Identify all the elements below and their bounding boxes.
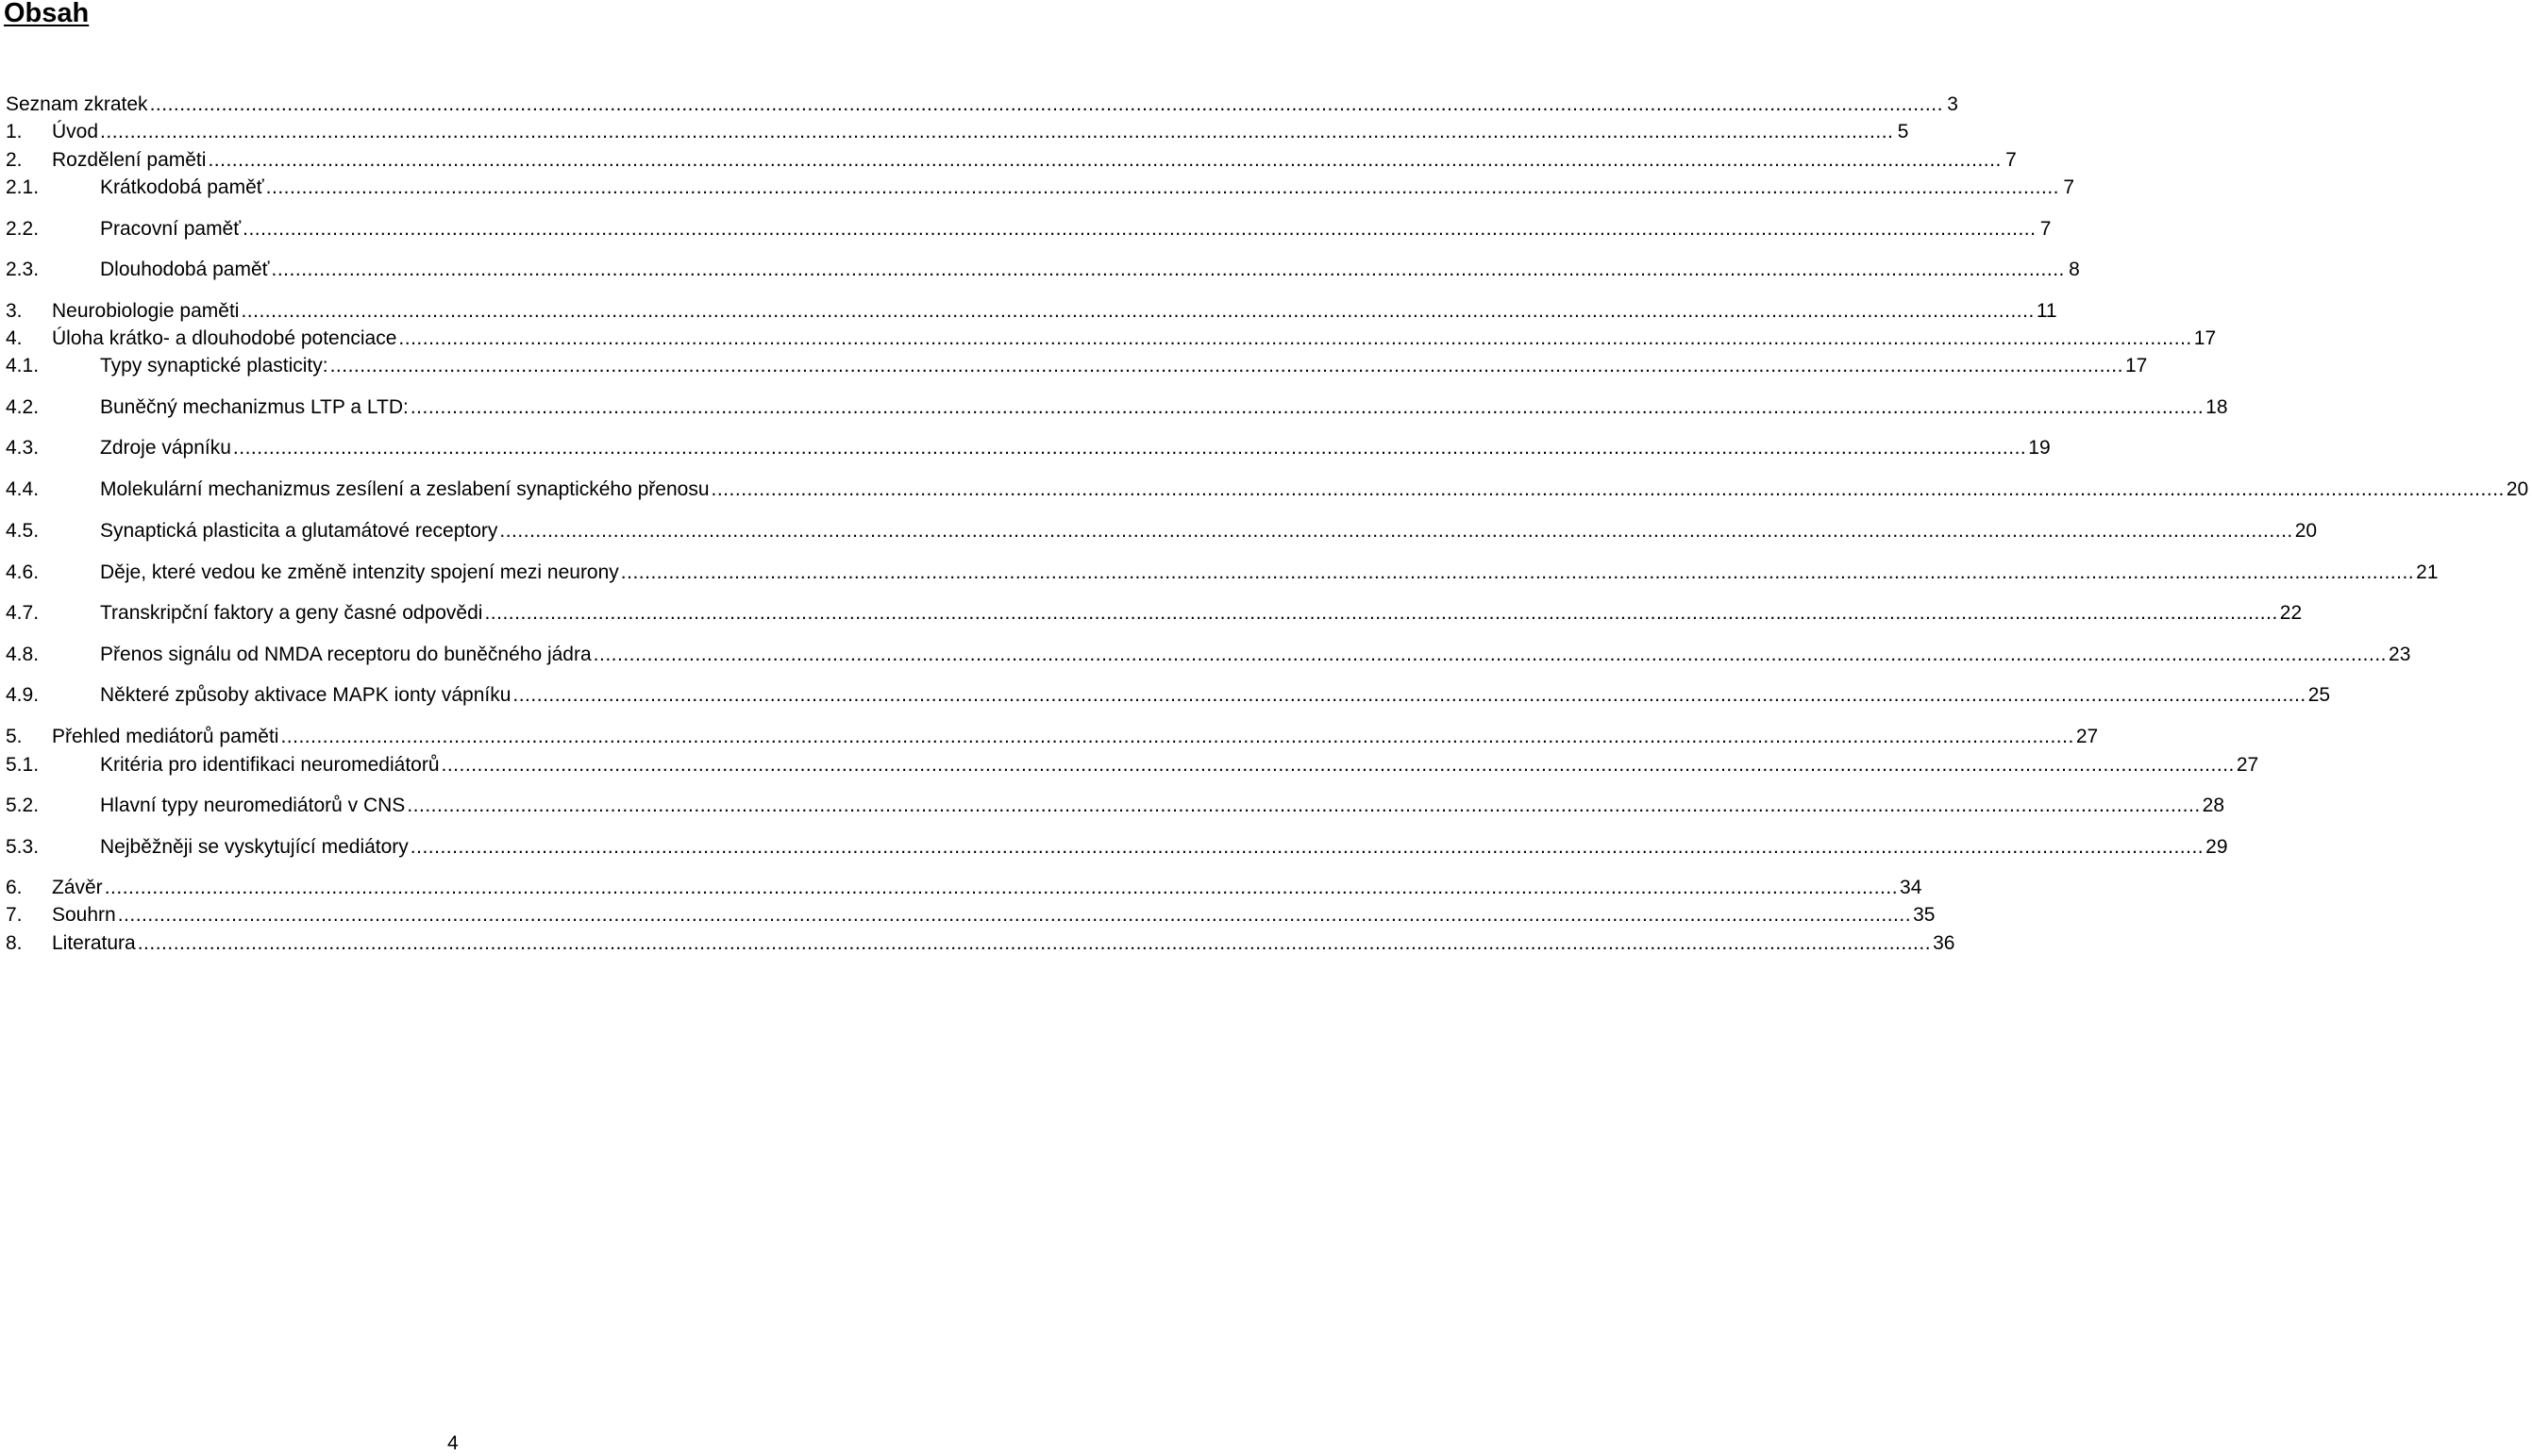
toc-entry-number: 2.3. [6, 259, 40, 280]
page-number: 4 [447, 1432, 459, 1454]
toc-entry-title: Krátkodobá paměť [100, 176, 264, 198]
toc-entry-title: Nejběžněji se vyskytující mediátory [100, 836, 409, 858]
toc-entry-title: Literatura [52, 932, 136, 954]
toc-entry-number: 4.7. [6, 602, 40, 624]
toc-entry-page: 35 [1913, 904, 1936, 926]
toc-entry[interactable] [6, 875, 1922, 901]
toc-entry-number: 4.6. [6, 561, 40, 583]
toc-entry-title: Úvod [52, 121, 99, 142]
toc-entry-page: 27 [2236, 754, 2259, 776]
dot-leader: ............................................................................................................................................................................................................................................................................................................ [711, 478, 2505, 500]
toc-entry-page: 23 [2389, 644, 2411, 665]
toc-entry[interactable] [6, 930, 1955, 957]
toc-entry-page: 17 [2124, 355, 2148, 377]
toc-entry[interactable] [6, 147, 2017, 174]
toc-entry-title: Neurobiologie paměti [52, 300, 240, 322]
toc-entry-title: Dlouhodobá paměť [100, 259, 270, 280]
dot-leader: ............................................................................................................................................................................................................................................................................................................ [137, 932, 1932, 954]
toc-entry-number: 5.1. [6, 754, 40, 776]
toc-entry[interactable] [6, 435, 2051, 461]
toc-entry-title: Přenos signálu od NMDA receptoru do buněčného jádra [100, 644, 592, 665]
dot-leader: ............................................................................................................................................................................................................................................................................................................ [499, 520, 2293, 542]
dot-leader: ............................................................................................................................................................................................................................................................................................................ [243, 218, 2037, 240]
toc-entry[interactable] [6, 298, 2057, 325]
toc-entry-page: 29 [2205, 836, 2228, 858]
toc-entry-number: 2.1. [6, 176, 40, 198]
toc-entry[interactable] [6, 326, 2217, 352]
toc-entry-title: Rozdělení paměti [52, 149, 207, 171]
toc-entry-number: 4.2. [6, 396, 40, 418]
toc-entry[interactable] [6, 834, 2228, 861]
toc-entry-number: 3. [6, 300, 23, 322]
toc-entry-title: Seznam zkratek [6, 93, 148, 115]
toc-entry-number: 5.3. [6, 836, 40, 858]
dot-leader: ............................................................................................................................................................................................................................................................................................................ [104, 877, 1899, 898]
dot-leader: ............................................................................................................................................................................................................................................................................................................ [208, 149, 2002, 171]
toc-entry-title: Souhrn [52, 904, 116, 926]
toc-entry-page: 21 [2416, 561, 2439, 583]
dot-leader: ............................................................................................................................................................................................................................................................................................................ [271, 259, 2065, 280]
toc-entry-page: 7 [2063, 176, 2074, 198]
toc-entry[interactable] [6, 724, 2099, 750]
toc-entry[interactable] [6, 682, 2331, 709]
toc-entry-title: Úloha krátko- a dlouhodobé potenciace [52, 327, 397, 349]
toc-entry[interactable] [6, 394, 2228, 421]
dot-leader: ............................................................................................................................................................................................................................................................................................................ [280, 726, 2074, 747]
toc-entry-number: 2.2. [6, 218, 40, 240]
toc-entry[interactable] [6, 257, 2080, 283]
toc-entry-page: 5 [1897, 121, 1909, 142]
toc-entry-number: 5. [6, 726, 23, 747]
dot-leader: ............................................................................................................................................................................................................................................................................................................ [149, 93, 1943, 115]
toc-entry-number: 4.4. [6, 478, 40, 500]
toc-entry-page: 8 [2069, 259, 2080, 280]
dot-leader: ............................................................................................................................................................................................................................................................................................................ [329, 355, 2123, 377]
page-title: Obsah [4, 0, 90, 28]
toc-entry[interactable] [6, 793, 2225, 819]
toc-entry-title: Děje, které vedou ke změně intenzity spojení mezi neurony [100, 561, 619, 583]
toc-entry-number: 2. [6, 149, 23, 171]
dot-leader: ............................................................................................................................................................................................................................................................................................................ [100, 121, 1894, 142]
dot-leader: ............................................................................................................................................................................................................................................................................................................ [484, 602, 2278, 624]
toc-entry[interactable] [6, 518, 2318, 544]
dot-leader: ............................................................................................................................................................................................................................................................................................................ [410, 396, 2205, 418]
toc-entry-number: 4.8. [6, 644, 40, 665]
dot-leader: ............................................................................................................................................................................................................................................................................................................ [265, 176, 2059, 198]
toc-entry[interactable] [6, 175, 2074, 201]
dot-leader: ............................................................................................................................................................................................................................................................................................................ [620, 561, 2415, 583]
toc-entry-number: 8. [6, 932, 23, 954]
toc-entry-title: Závěr [52, 877, 103, 898]
dot-leader: ............................................................................................................................................................................................................................................................................................................ [512, 684, 2306, 706]
toc-entry-page: 20 [2294, 520, 2318, 542]
toc-entry-title: Typy synaptické plasticity: [100, 355, 328, 377]
toc-entry-page: 25 [2307, 684, 2331, 706]
dot-leader: ............................................................................................................................................................................................................................................................................................................ [241, 300, 2035, 322]
toc-entry-page: 3 [1947, 93, 1958, 115]
toc-entry[interactable] [6, 560, 2439, 586]
dot-leader: ............................................................................................................................................................................................................................................................................................................ [407, 795, 2201, 816]
toc-entry[interactable] [6, 600, 2303, 627]
toc-entry-title: Přehled mediátorů paměti [52, 726, 279, 747]
toc-entry[interactable] [6, 119, 1909, 145]
toc-entry-title: Kritéria pro identifikaci neuromediátorů [100, 754, 440, 776]
dot-leader: ............................................................................................................................................................................................................................................................................................................ [441, 754, 2235, 776]
dot-leader: ............................................................................................................................................................................................................................................................................................................ [232, 437, 2027, 459]
toc-entry-page: 22 [2279, 602, 2303, 624]
toc-entry-title: Transkripční faktory a geny časné odpovědi [100, 602, 483, 624]
toc-entry-number: 4.1. [6, 355, 40, 377]
dot-leader: ............................................................................................................................................................................................................................................................................................................ [410, 836, 2205, 858]
toc-entry[interactable] [6, 642, 2411, 668]
toc-entry[interactable] [6, 902, 1936, 929]
toc-entry-title: Synaptická plasticita a glutamátové receptory [100, 520, 498, 542]
toc-entry-number: 6. [6, 877, 23, 898]
toc-entry-page: 7 [2039, 218, 2052, 240]
toc-entry-title: Pracovní paměť [100, 218, 242, 240]
toc-entry[interactable] [6, 353, 2148, 379]
dot-leader: ............................................................................................................................................................................................................................................................................................................ [117, 904, 1912, 926]
toc-entry-title: Některé způsoby aktivace MAPK ionty vápníku [100, 684, 511, 706]
toc-entry-number: 5.2. [6, 795, 40, 816]
dot-leader: ............................................................................................................................................................................................................................................................................................................ [593, 644, 2388, 665]
toc-entry[interactable] [6, 752, 2259, 778]
toc-entry-page: 7 [2005, 149, 2017, 171]
toc-entry-page: 36 [1933, 932, 1955, 954]
toc-entry-number: 4. [6, 327, 23, 349]
toc-entry[interactable] [6, 477, 2529, 503]
toc-entry-title: Zdroje vápníku [100, 437, 231, 459]
toc-entry-page: 11 [2036, 300, 2057, 322]
toc-entry-title: Hlavní typy neuromediátorů v CNS [100, 795, 406, 816]
toc-entry-number: 4.3. [6, 437, 40, 459]
toc-entry-page: 34 [1900, 877, 1922, 898]
toc-entry-number: 4.9. [6, 684, 40, 706]
toc-entry-title: Molekulární mechanizmus zesílení a zeslabení synaptického přenosu [100, 478, 710, 500]
toc-entry-page: 18 [2205, 396, 2228, 418]
toc-entry-page: 20 [2506, 478, 2529, 500]
toc-entry-page: 17 [2193, 327, 2217, 349]
toc-entry-page: 28 [2202, 795, 2225, 816]
toc-entry[interactable] [6, 92, 1958, 118]
toc-entry-page: 19 [2028, 437, 2051, 459]
toc-entry-title: Buněčný mechanizmus LTP a LTD: [100, 396, 409, 418]
toc-entry-page: 27 [2075, 726, 2099, 747]
dot-leader: ............................................................................................................................................................................................................................................................................................................ [398, 327, 2192, 349]
toc-entry-number: 4.5. [6, 520, 40, 542]
toc-entry-number: 1. [6, 121, 23, 142]
toc-entry[interactable] [6, 216, 2052, 243]
toc-entry-number: 7. [6, 904, 23, 926]
